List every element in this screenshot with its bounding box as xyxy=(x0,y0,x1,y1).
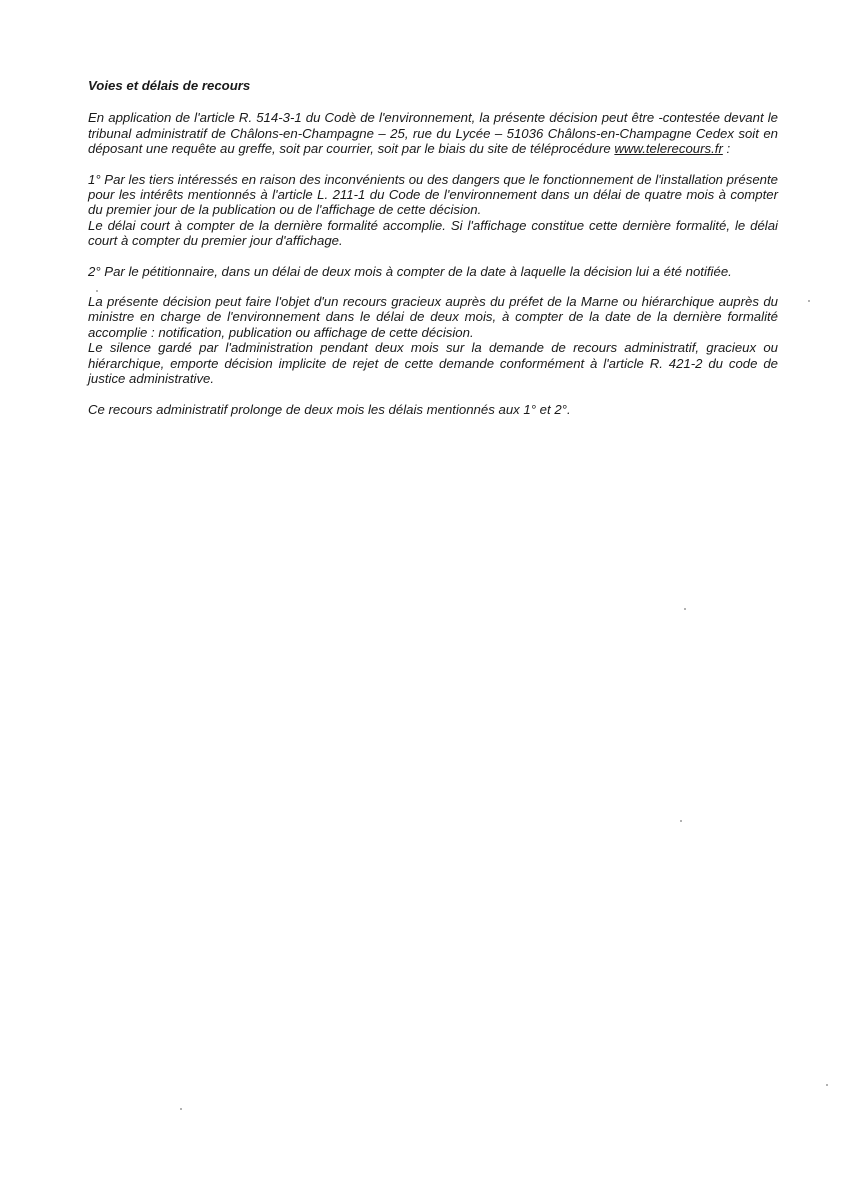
scan-speck xyxy=(826,1084,828,1086)
point-1-note: Le délai court à compter de la dernière formalité accomplie. Si l'affichage constitue cette dernière formalité, le délai court à compter du premier jour d'affichage. xyxy=(88,217,778,249)
intro-paragraph xyxy=(88,110,778,156)
section-heading: Voies et délais de recours xyxy=(88,78,251,93)
scan-speck xyxy=(808,300,810,302)
scan-speck xyxy=(680,820,682,822)
prolongation-paragraph: Ce recours administratif prolonge de deux mois les délais mentionnés aux 1° et 2°. xyxy=(88,401,571,417)
intro-colon: : xyxy=(722,141,731,157)
spacer xyxy=(88,249,778,264)
point-2-paragraph: 2° Par le pétitionnaire, dans un délai de deux mois à compter de la date à laquelle la décision lui a été notifiée. xyxy=(88,263,732,279)
document-body xyxy=(88,78,778,417)
recours-gracieux-paragraph: La présente décision peut faire l'objet d'un recours gracieux auprès du préfet de la Marne ou hiérarchique auprès du ministre en charge de l'environnement dans le délai de deux mois, à compter de la date de la dernière formalité accomplie : notification, publication ou affichage de cette décision. xyxy=(88,294,778,340)
spacer xyxy=(88,279,778,294)
scan-speck xyxy=(684,608,686,610)
point-1-paragraph: 1° Par les tiers intéressés en raison des inconvénients ou des dangers que le fonctionnement de l'installation présente pour les intérêts mentionnés à l'article L. 211-1 du Code de l'environnement dans un délai de quatre mois à compter du premier jour de la publication ou de l'affichage de cette décision. xyxy=(88,171,778,218)
telerecours-link[interactable]: www.telerecours.fr xyxy=(614,141,723,157)
scan-speck xyxy=(180,1108,182,1110)
scan-speck xyxy=(96,290,98,292)
spacer xyxy=(88,157,778,172)
silence-paragraph: Le silence gardé par l'administration pendant deux mois sur la demande de recours administratif, gracieux ou hiérarchique, emporte décision implicite de rejet de cette demande conformément à l'article R. 421-2 du code de justice administrative. xyxy=(88,340,778,387)
intro-text: En application de l'article R. 514-3-1 du Codè de l'environnement, la présente décision peut être -contestée devant le tribunal administratif de Châlons-en-Champagne – 25, rue du Lycée – 51036 Châlons-en-Champagne Cedex soit en déposant une requête au greffe, soit par courrier, soit par le biais du site de téléprocédure xyxy=(88,110,778,157)
spacer xyxy=(88,387,778,402)
